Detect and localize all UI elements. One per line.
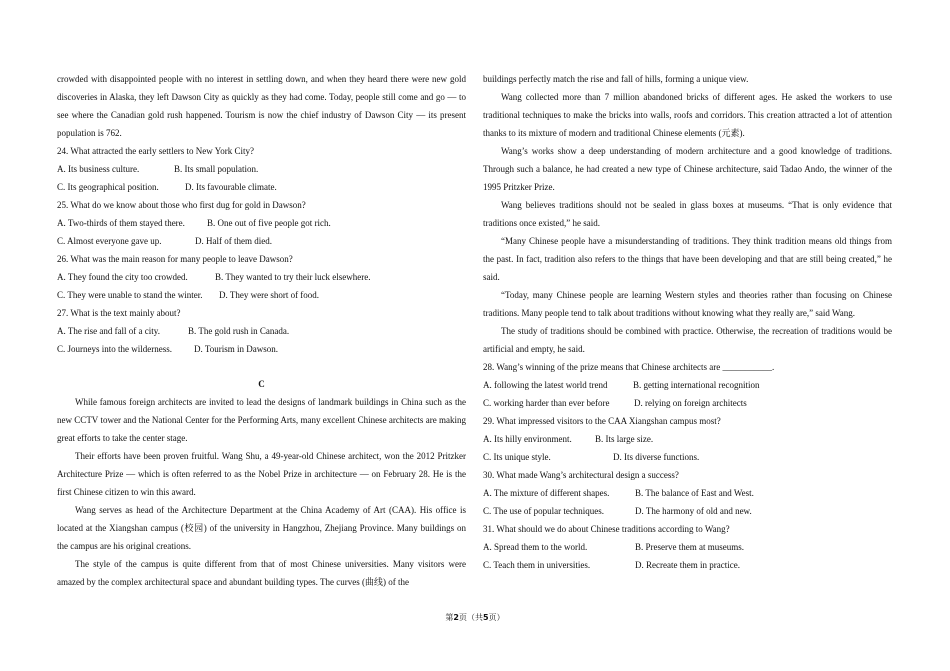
question-29-options-row-2 (483, 448, 892, 466)
passage-c-paragraph-8: “Many Chinese people have a misunderstanding of traditions. They think tradition means old things from the past. In fact, tradition also refers to the things that have been developing and that are still being created,” he said. (483, 236, 892, 282)
question-26-options-row-1 (57, 268, 466, 286)
question-28-options-row-1 (483, 376, 892, 394)
option-25-b: B. One out of five people got rich. (207, 218, 331, 228)
question-31-options-row-1 (483, 538, 892, 556)
question-26: 26. What was the main reason for many people to leave Dawson? (57, 254, 293, 264)
option-31-d: D. Recreate them in practice. (635, 560, 740, 570)
option-24-b: B. Its small population. (174, 164, 259, 174)
option-25-c: C. Almost everyone gave up. (57, 236, 162, 246)
option-27-b: B. The gold rush in Canada. (188, 326, 290, 336)
page-footer (0, 612, 950, 623)
passage-c-paragraph-6: Wang’s works show a deep understanding of modern architecture and a good knowledge of traditions. Through such a balance, he had created a new type of Chinese architecture, said Tadao Ando, the winner of the 1995 Pritzker Prize. (483, 146, 892, 192)
option-27-d: D. Tourism in Dawson. (194, 344, 278, 354)
question-27-options-row-2 (57, 340, 466, 358)
passage-c-paragraph-9: “Today, many Chinese people are learning Western styles and theories rather than focusing on Chinese traditions. Many people tend to talk about traditions without knowing what they really are,” said Wang. (483, 290, 892, 318)
option-25-a: A. Two-thirds of them stayed there. (57, 218, 185, 228)
option-29-a: A. Its hilly environment. (483, 434, 572, 444)
option-25-d: D. Half of them died. (195, 236, 272, 246)
passage-c-paragraph-7: Wang believes traditions should not be sealed in glass boxes at museums. “That is only evidence that traditions once existed,” he said. (483, 200, 892, 228)
footer-page-number: 2 (453, 613, 459, 622)
passage-c-paragraph-4: The style of the campus is quite different from that of most Chinese universities. Many visitors were amazed by the complex architectural space and abundant building types. The curves (曲线) of the (57, 559, 466, 587)
option-31-c: C. Teach them in universities. (483, 560, 591, 570)
option-30-a: A. The mixture of different shapes. (483, 488, 610, 498)
option-24-c: C. Its geographical position. (57, 182, 159, 192)
option-28-b: B. getting international recognition (633, 380, 760, 390)
footer-mid: 页（共 (459, 613, 483, 622)
question-30-options-row-2 (483, 502, 892, 520)
question-24-options-row-2 (57, 178, 466, 196)
passage-c-paragraph-5: Wang collected more than 7 million abandoned bricks of different ages. He asked the workers to use traditional techniques to make the bricks into walls, roofs and corridors. This creation attracted a lot of attention thanks to its mixture of modern and traditional Chinese elements (元素). (483, 92, 892, 138)
passage-c-paragraph-3: Wang serves as head of the Architecture Department at the China Academy of Art (CAA). His office is located at the Xiangshan campus (校园) of the university in Hangzhou, Zhejiang Province. Many buildings on the campus are his original creations. (57, 505, 466, 551)
question-25: 25. What do we know about those who first dug for gold in Dawson? (57, 200, 306, 210)
option-27-a: A. The rise and fall of a city. (57, 326, 160, 336)
option-27-c: C. Journeys into the wilderness. (57, 344, 172, 354)
question-27-options-row-1 (57, 322, 466, 340)
option-26-c: C. They were unable to stand the winter. (57, 290, 203, 300)
option-29-d: D. Its diverse functions. (613, 452, 700, 462)
question-29-options-row-1 (483, 430, 892, 448)
question-27: 27. What is the text mainly about? (57, 308, 181, 318)
option-28-c: C. working harder than ever before (483, 398, 610, 408)
section-spacer (57, 358, 466, 375)
option-24-d: D. Its favourable climate. (185, 182, 277, 192)
option-30-c: C. The use of popular techniques. (483, 506, 605, 516)
question-25-options-row-2 (57, 232, 466, 250)
option-29-b: B. Its large size. (595, 434, 654, 444)
question-29: 29. What impressed visitors to the CAA Xiangshan campus most? (483, 416, 721, 426)
option-30-b: B. The balance of East and West. (635, 488, 754, 498)
question-31: 31. What should we do about Chinese traditions according to Wang? (483, 524, 730, 534)
question-28: 28. Wang’s winning of the prize means that Chinese architects are ___________. (483, 362, 775, 372)
passage-b-ending: crowded with disappointed people with no interest in settling down, and when they heard there were new gold discoveries in Alaska, they left Dawson City as quickly as they had come. Today, people still come and go — to see where the Canadian gold rush happened. Tourism is now the chief industry of Dawson City — its present population is 762. (57, 74, 466, 138)
question-26-options-row-2 (57, 286, 466, 304)
question-30-options-row-1 (483, 484, 892, 502)
option-26-a: A. They found the city too crowded. (57, 272, 188, 282)
question-28-options-row-2 (483, 394, 892, 412)
footer-prefix: 第 (445, 613, 454, 622)
left-column (57, 70, 466, 591)
option-24-a: A. Its business culture. (57, 164, 140, 174)
option-28-d: D. relying on foreign architects (634, 398, 747, 408)
option-31-a: A. Spread them to the world. (483, 542, 588, 552)
passage-c-paragraph-1: While famous foreign architects are invited to lead the designs of landmark buildings in China such as the new CCTV tower and the National Center for the Performing Arts, many excellent Chinese architects are making great efforts to take the center stage. (57, 397, 466, 443)
passage-c-paragraph-10: The study of traditions should be combined with practice. Otherwise, the recreation of traditions would be artificial and empty, he said. (483, 326, 892, 354)
option-31-b: B. Preserve them at museums. (635, 542, 744, 552)
question-31-options-row-2 (483, 556, 892, 574)
question-24: 24. What attracted the early settlers to New York City? (57, 146, 255, 156)
option-26-b: B. They wanted to try their luck elsewhere. (215, 272, 371, 282)
option-28-a: A. following the latest world trend (483, 380, 608, 390)
question-24-options-row-1 (57, 160, 466, 178)
footer-suffix: 页） (488, 613, 505, 622)
passage-c-paragraph-2: Their efforts have been proven fruitful. Wang Shu, a 49-year-old Chinese architect, won the 2012 Pritzker Architecture Prize — which is often referred to as the Nobel Prize in architecture — on February 28. He is the first Chinese citizen to win this award. (57, 451, 466, 497)
question-30: 30. What made Wang’s architectural design a success? (483, 470, 679, 480)
right-column (483, 70, 892, 574)
footer-total-pages: 5 (483, 613, 489, 622)
option-26-d: D. They were short of food. (219, 290, 320, 300)
option-30-d: D. The harmony of old and new. (635, 506, 752, 516)
section-c-heading: C (258, 379, 265, 389)
passage-c-paragraph-4-continued: buildings perfectly match the rise and fall of hills, forming a unique view. (483, 74, 749, 84)
question-25-options-row-1 (57, 214, 466, 232)
option-29-c: C. Its unique style. (483, 452, 551, 462)
